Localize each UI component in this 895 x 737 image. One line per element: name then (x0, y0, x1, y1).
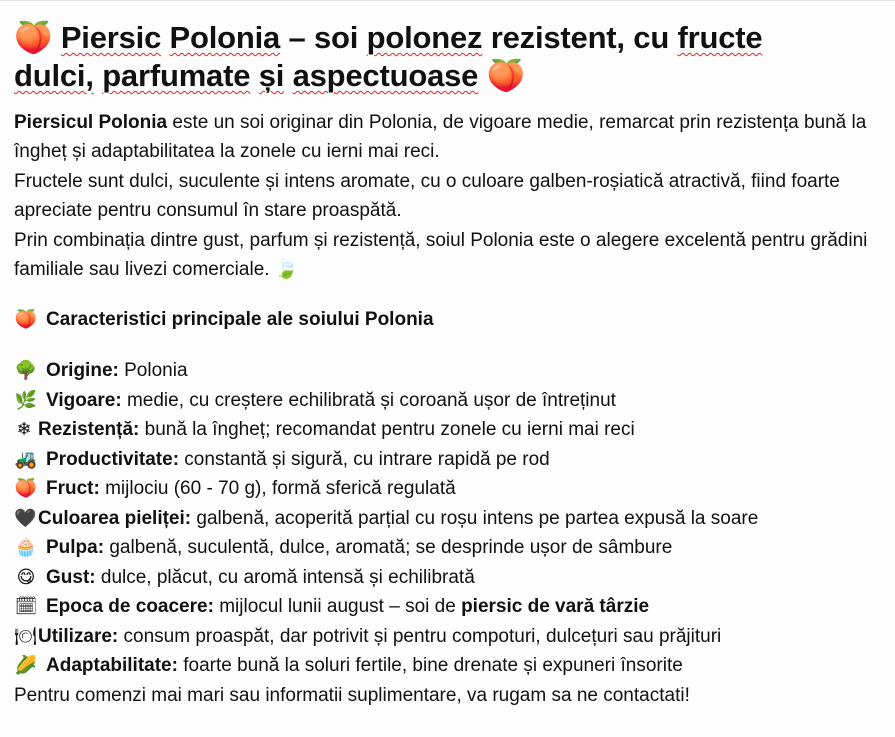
feature-vigoare (14, 386, 881, 416)
feature-label: Fruct: (46, 478, 100, 500)
title-word: cu (633, 20, 670, 55)
feature-value-bold: piersic de vară târzie (461, 596, 650, 618)
feature-value: medie, cu creștere echilibrată și coroană ușor de întreținut (121, 389, 616, 411)
title-word: aspectuoase (292, 58, 479, 93)
intro-text-3: Prin combinația dintre gust, parfum și rezistență, soiul Polonia este o alegere excelentă pentru grădini familiale sau livezi comerciale. (14, 229, 868, 281)
feature-value: constantă și sigură, cu intrare rapidă pe rod (179, 448, 550, 470)
feature-value: galbenă, acoperită parțial cu roșu intens pe partea expusă la soare (191, 507, 759, 529)
title-word: – (288, 20, 306, 55)
feature-value: galbenă, suculentă, dulce, aromată; se desprinde ușor de sâmbure (104, 537, 673, 559)
leaf-icon: 🍃 (274, 258, 299, 281)
black-heart-icon: 🖤 (14, 507, 37, 529)
contact-note: Pentru comenzi mai mari sau informatii suplimentare, va rugam sa ne contactati! (14, 684, 690, 706)
feature-value: bună la îngheț; recomandat pentru zonele cu ierni mai reci (139, 419, 635, 441)
feature-value: consum proaspăt, dar potrivit și pentru compoturi, dulcețuri sau prăjituri (118, 625, 722, 647)
plate-icon: 🍽 (14, 625, 37, 647)
feature-epoca-de-coacere (14, 592, 881, 622)
feature-utilizare (14, 622, 881, 652)
intro-paragraph (14, 108, 881, 167)
features-list (14, 356, 881, 710)
title-word: parfumate (102, 58, 251, 93)
feature-label: Epoca de coacere: (46, 596, 214, 618)
feature-label: Rezistență: (38, 419, 140, 441)
herb-icon: 🌿 (14, 389, 38, 411)
title-word: Polonia (169, 20, 281, 55)
title-word: rezistent, (490, 20, 625, 55)
peach-icon: 🍑 (14, 309, 38, 331)
title-word: fructe (677, 20, 763, 55)
feature-adaptabilitate (14, 651, 881, 681)
feature-label: Gust: (46, 566, 96, 588)
title-word: polonez (366, 20, 483, 55)
intro-paragraph (14, 226, 881, 285)
feature-fruct (14, 474, 881, 504)
feature-label: Utilizare: (38, 625, 119, 647)
feature-value: foarte bună la soluri fertile, bine drenate și expuneri însorite (177, 655, 683, 677)
title-word: soi (314, 20, 359, 55)
peach-icon: 🍑 (14, 478, 38, 500)
feature-label: Productivitate: (46, 448, 180, 470)
feature-value: mijlociu (60 - 70 g), formă sferică regulată (99, 478, 456, 500)
feature-rezistenta (14, 415, 881, 445)
section-heading (14, 305, 881, 334)
page-title (14, 19, 881, 95)
feature-label: Origine: (46, 360, 119, 382)
corn-icon: 🌽 (14, 655, 38, 677)
feature-label: Vigoare: (46, 389, 122, 411)
feature-label: Pulpa: (46, 537, 105, 559)
feature-label: Adaptabilitate: (46, 655, 178, 677)
feature-value: mijlocul lunii august – soi de (213, 596, 462, 618)
peach-icon: 🍑 (486, 58, 526, 94)
peach-icon: 🍑 (14, 20, 53, 56)
intro-bold: Piersicul Polonia (14, 112, 168, 133)
tractor-icon: 🚜 (14, 448, 38, 470)
feature-pulpa (14, 533, 881, 563)
title-word: Piersic (60, 20, 162, 55)
feature-gust (14, 563, 881, 593)
intro-text (14, 108, 881, 284)
feature-origine (14, 356, 881, 386)
intro-paragraph: Fructele sunt dulci, suculente și intens aromate, cu o culoare galben-roșiatică atractivă, fiind foarte apreciate pentru consumul în stare proaspătă. (14, 170, 840, 222)
title-word: dulci, (14, 58, 94, 93)
feature-culoarea-pielitei (14, 504, 881, 534)
section-heading-text: Caracteristici principale ale soiului Polonia (46, 309, 434, 331)
feature-label: Culoarea pieliței: (38, 507, 192, 529)
feature-value: Polonia (118, 360, 188, 382)
feature-productivitate (14, 445, 881, 475)
yum-face-icon: 😋 (16, 566, 36, 588)
calendar-icon: 🗓 (14, 596, 38, 618)
cupcake-icon: 🧁 (14, 537, 38, 559)
title-word: și (258, 58, 285, 93)
snowflake-icon: ❄ (16, 419, 32, 441)
feature-value: dulce, plăcut, cu aromă intensă și echilibrată (95, 566, 475, 588)
intro-text-1: este un soi originar din Polonia, de vigoare medie, remarcat prin rezistența bună la îngheț și adaptabilitatea la zonele cu ierni mai reci. (14, 112, 867, 163)
tree-icon: 🌳 (14, 360, 38, 382)
